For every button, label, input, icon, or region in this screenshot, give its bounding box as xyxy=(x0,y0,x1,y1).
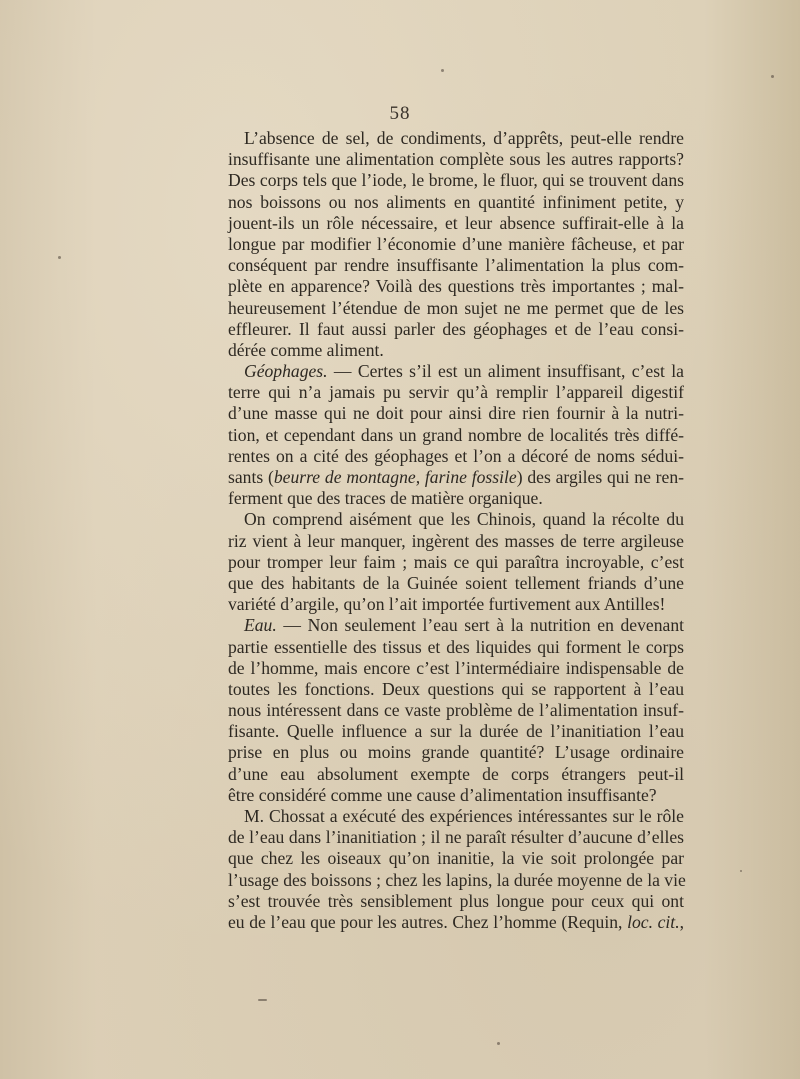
text-run: — Certes s’il est un aliment insuffisant, c’est la xyxy=(327,361,684,382)
text-run: plète en apparence? Voilà des questions très importantes ; mal- xyxy=(228,276,684,297)
text-line xyxy=(228,700,684,721)
text-run: partie essentielle des tissus et des liquides qui forment le corps xyxy=(228,636,684,657)
text-line xyxy=(228,255,684,276)
text-line xyxy=(228,827,684,848)
page-number: 58 xyxy=(389,103,411,124)
text-line xyxy=(228,234,684,255)
text-line xyxy=(228,403,684,424)
text-run: jouent-ils un rôle nécessaire, et leur absence suffirait-elle à la xyxy=(228,212,684,233)
text-run: , xyxy=(679,911,684,932)
text-line xyxy=(228,382,684,403)
text-run: de l’eau dans l’inanitiation ; il ne paraît résulter d’aucune d’elles xyxy=(228,827,684,848)
text-line xyxy=(228,170,684,191)
text-run: insuffisante une alimentation complète sous les autres rapports? xyxy=(228,149,684,170)
text-line xyxy=(228,488,684,509)
text-line xyxy=(228,298,684,319)
text-line xyxy=(228,192,684,213)
text-line xyxy=(228,764,684,785)
text-line xyxy=(228,213,684,234)
body-text xyxy=(228,128,684,933)
paper-speck xyxy=(740,870,742,872)
text-run: longue par modifier l’économie d’une manière fâcheuse, et par xyxy=(228,233,684,254)
text-run: nous intéressent dans ce vaste problème de l’alimentation insuf- xyxy=(228,700,684,721)
text-line xyxy=(228,594,684,615)
text-run: — Non seulement l’eau sert à la nutrition en devenant xyxy=(276,615,684,636)
text-run: terre qui n’a jamais pu servir qu’à remplir l’appareil digestif xyxy=(228,382,684,403)
text-run: l’usage des boissons ; chez les lapins, la durée moyenne de la vie xyxy=(228,869,686,890)
text-run: fisante. Quelle influence a sur la durée de l’inanitiation l’eau xyxy=(228,721,684,742)
paper-speck xyxy=(497,1042,500,1045)
text-run: heureusement l’étendue de mon sujet ne me permet que de les xyxy=(228,297,684,318)
text-run: être considéré comme une cause d’alimentation insuffisante? xyxy=(228,784,657,805)
text-run: riz vient à leur manquer, ingèrent des masses de terre argileuse xyxy=(228,530,684,551)
text-line xyxy=(228,340,684,361)
text-line xyxy=(228,870,684,891)
text-run: eu de l’eau que pour les autres. Chez l’homme (Requin, xyxy=(228,911,628,932)
italic-text: Eau. xyxy=(244,615,277,636)
text-run: de l’homme, mais encore c’est l’intermédiaire indispensable de xyxy=(228,657,684,678)
text-line xyxy=(228,467,684,488)
paper-speck xyxy=(58,256,61,259)
text-run: que des habitants de la Guinée soient tellement friands d’une xyxy=(228,572,684,593)
text-run: tion, et cependant dans un grand nombre de localités très diffé- xyxy=(228,424,684,445)
text-line xyxy=(228,806,684,827)
text-run: effleurer. Il faut aussi parler des géophages et de l’eau consi- xyxy=(228,318,684,339)
text-run: conséquent par rendre insuffisante l’alimentation la plus com- xyxy=(228,255,684,276)
text-run: variété d’argile, qu’on l’ait importée furtivement aux Antilles! xyxy=(228,594,666,615)
text-run: prise en plus ou moins grande quantité? L’usage ordinaire xyxy=(228,742,684,763)
text-run: ) des argiles qui ne ren- xyxy=(516,467,685,487)
text-line xyxy=(228,912,684,933)
text-run: d’une masse qui ne doit pour ainsi dire rien fournir à la nutri- xyxy=(228,403,684,424)
text-line xyxy=(228,637,684,658)
text-line xyxy=(228,425,684,446)
text-line xyxy=(228,531,684,552)
text-line xyxy=(228,742,684,763)
text-line xyxy=(228,615,684,636)
text-line xyxy=(228,721,684,742)
text-line xyxy=(228,891,684,912)
text-run: L’absence de sel, de condiments, d’apprêts, peut-elle rendre xyxy=(244,128,684,148)
text-run: toutes les fonctions. Deux questions qui se rapportent à l’eau xyxy=(228,678,684,699)
text-line xyxy=(228,319,684,340)
italic-text: Géophages. xyxy=(244,361,328,382)
text-run: d’une eau absolument exempte de corps étrangers peut-il xyxy=(228,763,684,784)
text-line xyxy=(228,658,684,679)
text-line xyxy=(228,552,684,573)
italic-text: loc. cit. xyxy=(627,911,680,932)
text-line xyxy=(228,276,684,297)
paper-speck xyxy=(258,999,267,1001)
text-line xyxy=(228,573,684,594)
text-run: pour tromper leur faim ; mais ce qui paraîtra incroyable, c’est xyxy=(228,551,684,572)
text-run: rentes on a cité des géophages et l’on a décoré de noms sédui- xyxy=(228,445,684,466)
text-line xyxy=(228,361,684,382)
text-line xyxy=(228,509,684,530)
text-run: nos boissons ou nos aliments en quantité infiniment petite, y xyxy=(228,191,684,212)
italic-text: beurre de montagne, farine fossile xyxy=(273,467,517,487)
text-run: que chez les oiseaux qu’on inanitie, la vie soit prolongée par xyxy=(228,848,684,869)
paper-speck xyxy=(771,75,774,78)
text-run: s’est trouvée très sensiblement plus longue pour ceux qui ont xyxy=(228,890,684,911)
text-run: ferment que des traces de matière organique. xyxy=(228,488,543,509)
text-line xyxy=(228,149,684,170)
text-run: dérée comme aliment. xyxy=(228,339,384,360)
paper-speck xyxy=(441,69,444,72)
text-line xyxy=(228,679,684,700)
text-run: Des corps tels que l’iode, le brome, le fluor, qui se trouvent dans xyxy=(228,170,684,191)
text-run: M. Chossat a exécuté des expériences intéressantes sur le rôle xyxy=(244,806,684,826)
text-line xyxy=(228,848,684,869)
text-line xyxy=(228,785,684,806)
text-line xyxy=(228,446,684,467)
text-run: sants ( xyxy=(228,467,274,487)
text-run: On comprend aisément que les Chinois, quand la récolte du xyxy=(244,509,684,530)
text-line xyxy=(228,128,684,149)
